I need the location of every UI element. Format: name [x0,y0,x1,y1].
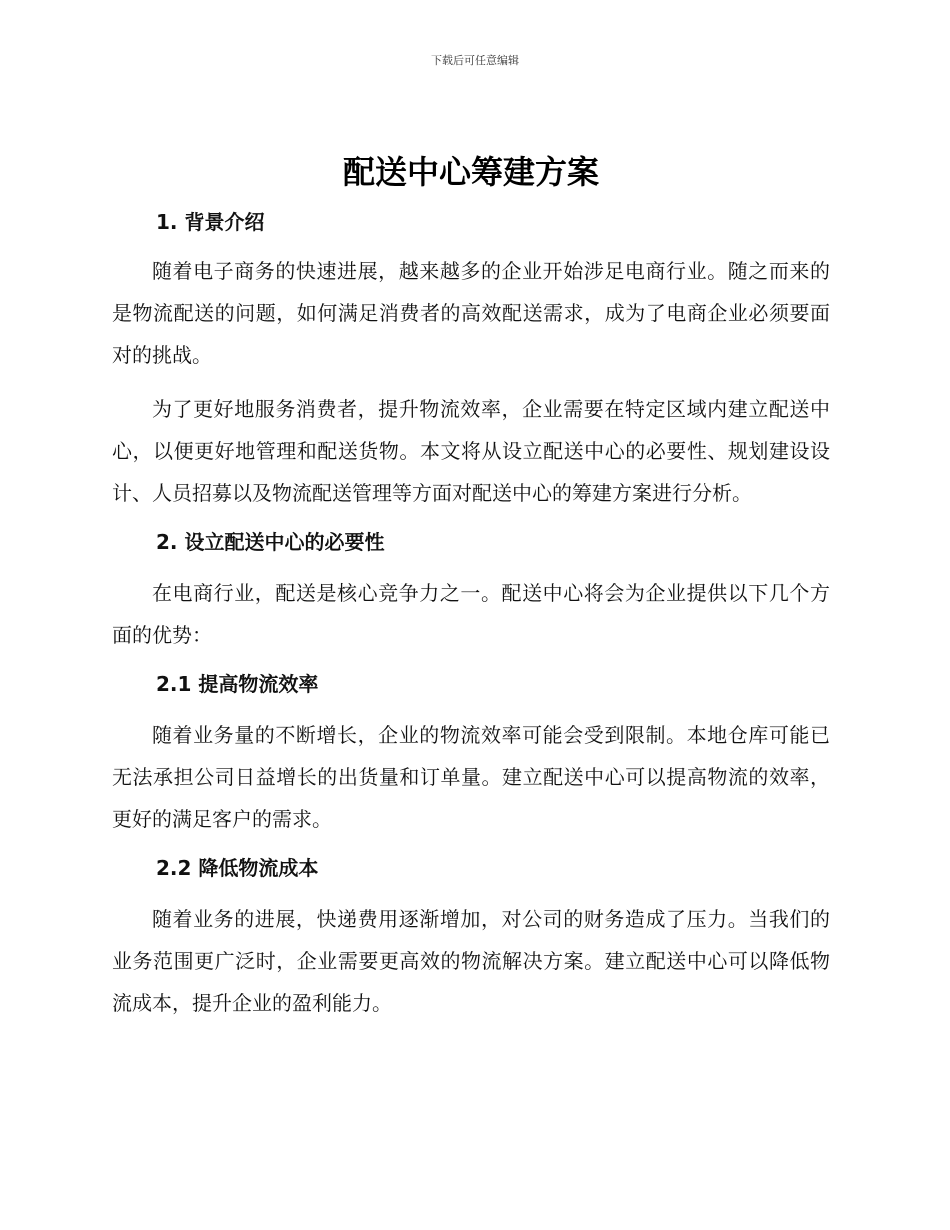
paragraph-background-1: 随着电子商务的快速进展，越来越多的企业开始涉足电商行业。随之而来的是物流配送的问题，如何满足消费者的高效配送需求，成为了电商企业必须要面对的挑战。 [112,259,830,367]
page-header-note: 下载后可任意编辑 [431,54,519,67]
section-heading-necessity: 2. 设立配送中心的必要性 [156,530,385,554]
document-title: 配送中心筹建方案 [342,153,599,191]
paragraph-efficiency: 随着业务量的不断增长，企业的物流效率可能会受到限制。本地仓库可能已无法承担公司日益增长的出货量和订单量。建立配送中心可以提高物流的效率，更好的满足客户的需求。 [112,723,830,831]
section-heading-cost: 2.2 降低物流成本 [156,856,319,880]
paragraph-background-2: 为了更好地服务消费者，提升物流效率，企业需要在特定区域内建立配送中心，以便更好地管理和配送货物。本文将从设立配送中心的必要性、规划建设设计、人员招募以及物流配送管理等方面对配送中心的筹建方案进行分析。 [112,397,830,505]
section-heading-background: 1. 背景介绍 [156,210,265,234]
section-heading-efficiency: 2.1 提高物流效率 [156,672,319,696]
paragraph-cost: 随着业务的进展，快递费用逐渐增加，对公司的财务造成了压力。当我们的业务范围更广泛时，企业需要更高效的物流解决方案。建立配送中心可以降低物流成本，提升企业的盈利能力。 [112,907,830,1015]
document-body [112,148,830,1024]
paragraph-necessity: 在电商行业，配送是核心竞争力之一。配送中心将会为企业提供以下几个方面的优势： [112,581,830,647]
